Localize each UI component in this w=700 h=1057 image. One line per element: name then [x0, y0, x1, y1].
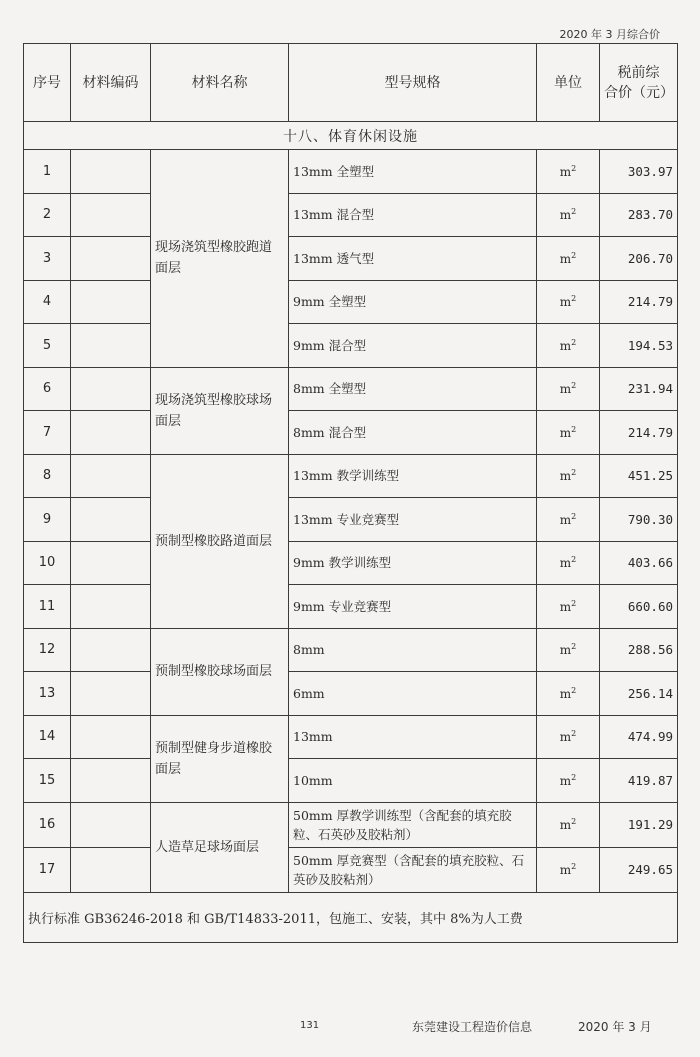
table-row: [24, 324, 678, 368]
unit-exponent: 2: [571, 817, 577, 826]
page-number: 131: [300, 1020, 320, 1031]
cell-seq: 4: [24, 280, 71, 324]
cell-spec: 50mm 厚教学训练型（含配套的填充胶粒、石英砂及胶粘剂）: [289, 802, 537, 847]
table-row: [24, 411, 678, 455]
unit-base: m: [559, 512, 572, 527]
table-row: [24, 237, 678, 281]
cell-spec: 50mm 厚竞赛型（含配套的填充胶粒、石英砂及胶粘剂）: [289, 847, 537, 892]
cell-spec: 13mm 教学训练型: [289, 454, 537, 498]
cell-code: [71, 280, 151, 324]
cell-material-name: 预制型橡胶球场面层: [151, 628, 289, 715]
cell-price: 451.25: [600, 454, 678, 498]
header-name: 材料名称: [151, 44, 289, 122]
cell-price: 660.60: [600, 585, 678, 629]
cell-seq: 1: [24, 150, 71, 194]
cell-price: 214.79: [600, 280, 678, 324]
cell-price: 403.66: [600, 541, 678, 585]
header-price-line1: 税前综: [617, 64, 660, 81]
unit-exponent: 2: [571, 207, 577, 217]
header-code: 材料编码: [71, 44, 151, 122]
cell-spec: 13mm 专业竞赛型: [289, 498, 537, 542]
table-row: [24, 541, 678, 585]
cell-spec: 13mm: [289, 715, 537, 759]
unit-exponent: 2: [571, 685, 577, 695]
unit-base: m: [559, 251, 572, 266]
cell-seq: 16: [24, 802, 71, 847]
cell-seq: 17: [24, 847, 71, 892]
cell-material-name: 现场浇筑型橡胶球场面层: [151, 367, 289, 454]
publication-name: 东莞建设工程造价信息: [412, 1020, 533, 1034]
unit-exponent: 2: [571, 511, 577, 521]
cell-code: [71, 802, 151, 847]
cell-price: 288.56: [600, 628, 678, 672]
cell-unit: [537, 411, 600, 455]
header-note: 2020 年 3 月综合价: [559, 28, 660, 41]
unit-base: m: [559, 599, 572, 614]
unit-base: m: [559, 425, 572, 440]
cell-price: 283.70: [600, 193, 678, 237]
cell-seq: 6: [24, 367, 71, 411]
cell-spec: 13mm 混合型: [289, 193, 537, 237]
page-footer: [0, 1018, 700, 1038]
header-price: [600, 44, 678, 122]
cell-spec: 13mm 全塑型: [289, 150, 537, 194]
cell-spec: 8mm 全塑型: [289, 367, 537, 411]
table-row: [24, 585, 678, 629]
table-row: [24, 759, 678, 803]
cell-price: 474.99: [600, 715, 678, 759]
unit-exponent: 2: [571, 862, 577, 871]
cell-spec: 6mm: [289, 672, 537, 716]
header-price-line2: 合价（元）: [604, 84, 674, 101]
table-row: [24, 672, 678, 716]
cell-code: [71, 454, 151, 498]
cell-code: [71, 585, 151, 629]
cell-seq: 3: [24, 237, 71, 281]
cell-seq: 10: [24, 541, 71, 585]
table-row: [24, 847, 678, 892]
cell-unit: [537, 324, 600, 368]
cell-code: [71, 672, 151, 716]
cell-unit: [537, 150, 600, 194]
unit-base: m: [559, 863, 572, 877]
cell-price: 303.97: [600, 150, 678, 194]
cell-spec: 9mm 专业竞赛型: [289, 585, 537, 629]
cell-code: [71, 715, 151, 759]
table-row: [24, 802, 678, 847]
cell-unit: [537, 802, 600, 847]
header-spec: 型号规格: [289, 44, 537, 122]
cell-unit: [537, 454, 600, 498]
footer-row: [24, 892, 678, 942]
cell-spec: 10mm: [289, 759, 537, 803]
cell-unit: [537, 672, 600, 716]
cell-price: 419.87: [600, 759, 678, 803]
unit-exponent: 2: [571, 381, 577, 391]
cell-material-name: 预制型橡胶路道面层: [151, 454, 289, 628]
table-row: [24, 454, 678, 498]
cell-unit: [537, 237, 600, 281]
cell-seq: 15: [24, 759, 71, 803]
section-row: [24, 122, 678, 150]
cell-price: 191.29: [600, 802, 678, 847]
cell-price: 256.14: [600, 672, 678, 716]
cell-price: 194.53: [600, 324, 678, 368]
cell-unit: [537, 585, 600, 629]
unit-base: m: [559, 382, 572, 397]
publication-date: 2020 年 3 月: [578, 1020, 652, 1034]
unit-exponent: 2: [571, 424, 577, 434]
cell-code: [71, 237, 151, 281]
table-row: [24, 280, 678, 324]
cell-code: [71, 411, 151, 455]
unit-base: m: [559, 686, 572, 701]
cell-spec: 8mm 混合型: [289, 411, 537, 455]
unit-exponent: 2: [571, 468, 577, 478]
unit-exponent: 2: [571, 598, 577, 608]
cell-seq: 14: [24, 715, 71, 759]
unit-exponent: 2: [571, 163, 577, 173]
cell-spec: 9mm 混合型: [289, 324, 537, 368]
unit-base: m: [559, 730, 572, 745]
cell-unit: [537, 759, 600, 803]
unit-exponent: 2: [571, 337, 577, 347]
cell-seq: 9: [24, 498, 71, 542]
cell-code: [71, 759, 151, 803]
cell-code: [71, 628, 151, 672]
cell-unit: [537, 541, 600, 585]
cell-price: 249.65: [600, 847, 678, 892]
cell-spec: 13mm 透气型: [289, 237, 537, 281]
unit-exponent: 2: [571, 772, 577, 782]
cell-seq: 8: [24, 454, 71, 498]
cell-material-name: 预制型健身步道橡胶面层: [151, 715, 289, 802]
cell-spec: 8mm: [289, 628, 537, 672]
table-header-row: [24, 44, 678, 122]
table-row: [24, 193, 678, 237]
price-table: [23, 43, 678, 943]
unit-base: m: [559, 818, 572, 832]
unit-base: m: [559, 295, 572, 310]
cell-seq: 13: [24, 672, 71, 716]
cell-price: 231.94: [600, 367, 678, 411]
cell-code: [71, 367, 151, 411]
header-unit: 单位: [537, 44, 600, 122]
cell-seq: 12: [24, 628, 71, 672]
cell-unit: [537, 280, 600, 324]
unit-base: m: [559, 556, 572, 571]
cell-code: [71, 193, 151, 237]
table-row: [24, 498, 678, 542]
unit-base: m: [559, 338, 572, 353]
cell-unit: [537, 847, 600, 892]
header-seq: 序号: [24, 44, 71, 122]
cell-seq: 5: [24, 324, 71, 368]
table-body: [24, 150, 678, 893]
cell-material-name: 现场浇筑型橡胶跑道面层: [151, 150, 289, 368]
cell-material-name: 人造草足球场面层: [151, 802, 289, 892]
unit-exponent: 2: [571, 555, 577, 565]
unit-base: m: [559, 208, 572, 223]
table-row: [24, 367, 678, 411]
table-row: [24, 628, 678, 672]
cell-unit: [537, 498, 600, 542]
cell-price: 206.70: [600, 237, 678, 281]
table-row: [24, 150, 678, 194]
unit-base: m: [559, 469, 572, 484]
unit-exponent: 2: [571, 729, 577, 739]
unit-exponent: 2: [571, 294, 577, 304]
cell-spec: 9mm 全塑型: [289, 280, 537, 324]
cell-code: [71, 847, 151, 892]
cell-price: 214.79: [600, 411, 678, 455]
cell-unit: [537, 715, 600, 759]
cell-spec: 9mm 教学训练型: [289, 541, 537, 585]
cell-seq: 2: [24, 193, 71, 237]
unit-exponent: 2: [571, 642, 577, 652]
cell-code: [71, 541, 151, 585]
cell-seq: 11: [24, 585, 71, 629]
section-title: 十八、体育休闲设施: [24, 122, 678, 150]
cell-unit: [537, 193, 600, 237]
unit-base: m: [559, 164, 572, 179]
cell-unit: [537, 628, 600, 672]
unit-base: m: [559, 773, 572, 788]
footer-note: 执行标准 GB36246-2018 和 GB/T14833-2011，包施工、安装，其中 8%为人工费: [24, 892, 678, 942]
cell-unit: [537, 367, 600, 411]
unit-exponent: 2: [571, 250, 577, 260]
table-row: [24, 715, 678, 759]
unit-base: m: [559, 643, 572, 658]
cell-code: [71, 498, 151, 542]
cell-code: [71, 324, 151, 368]
cell-price: 790.30: [600, 498, 678, 542]
cell-seq: 7: [24, 411, 71, 455]
cell-code: [71, 150, 151, 194]
